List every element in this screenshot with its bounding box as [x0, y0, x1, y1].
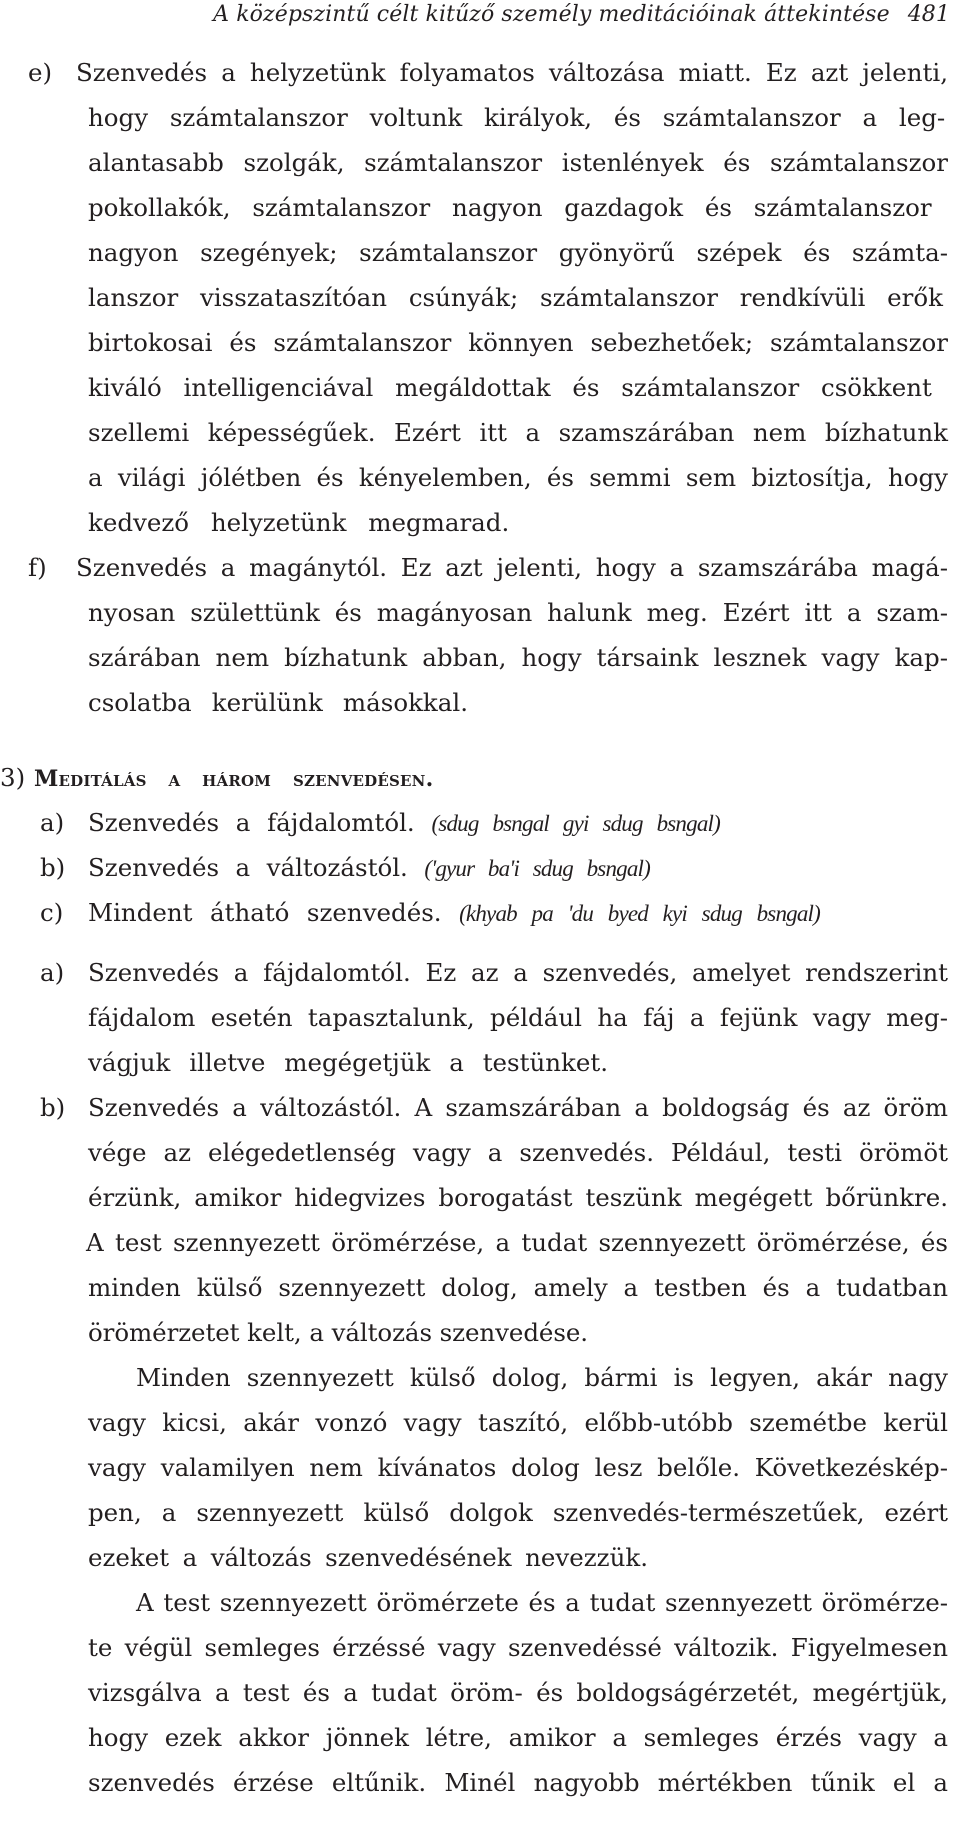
text-line	[88, 463, 948, 493]
line-text: lanszor visszataszítóan csúnyák; számtalanszor rendkívüli erők	[88, 283, 943, 312]
text-line	[88, 373, 932, 403]
text-line	[28, 553, 948, 583]
list-label: 3)	[0, 763, 26, 792]
running-header-title: A középszintű célt kitűző személy meditációinak áttekintése	[213, 2, 890, 27]
line-text: örömérzetet kelt, a változás szenvedése.	[88, 1318, 588, 1347]
line-text: Szenvedés a fájdalomtól.	[88, 808, 415, 837]
text-line	[88, 418, 948, 448]
line-text: A test szennyezett örömérzése, a tudat szennyezett örömérzése, és	[86, 1228, 948, 1257]
text-line	[88, 148, 948, 178]
text-line	[88, 328, 948, 358]
text-line	[40, 958, 948, 988]
line-text: hogy számtalanszor voltunk királyok, és számtalanszor a leg-	[88, 103, 946, 132]
text-line	[88, 1138, 948, 1168]
text-line	[40, 808, 720, 839]
line-text: érzünk, amikor hidegvizes borogatást teszünk megégett bőrünkre.	[88, 1183, 948, 1212]
text-line	[88, 1543, 648, 1573]
text-line	[88, 1408, 948, 1438]
line-text: Szenvedés a változástól. A szamszárában a boldogság és az öröm	[88, 1093, 948, 1122]
line-text: fájdalom esetén tapasztalunk, például ha fáj a fejünk vagy meg-	[88, 1003, 948, 1032]
tibetan-term: ('gyur ba'i sdug bsngal)	[424, 856, 650, 881]
text-line	[88, 283, 943, 313]
text-line	[88, 1048, 608, 1078]
text-line	[88, 1768, 948, 1798]
list-label: f)	[28, 553, 47, 582]
line-text: a világi jólétben és kényelemben, és semmi sem biztosítja, hogy	[88, 463, 948, 492]
text-line	[40, 853, 650, 884]
line-text: vágjuk illetve megégetjük a testünket.	[88, 1048, 608, 1077]
line-text: alantasabb szolgák, számtalanszor istenlények és számtalanszor	[88, 148, 948, 177]
tibetan-term: (khyab pa 'du byed kyi sdug bsngal)	[459, 901, 820, 926]
line-text: vége az elégedetlenség vagy a szenvedés. Például, testi örömöt	[88, 1138, 948, 1167]
text-line	[88, 1498, 948, 1528]
text-line	[136, 1363, 948, 1393]
line-text: te végül semleges érzéssé vagy szenvedéssé változik. Figyelmesen	[88, 1633, 948, 1662]
text-line	[88, 103, 945, 133]
text-line	[88, 688, 468, 718]
line-text: kedvező helyzetünk megmarad.	[88, 508, 510, 537]
text-line	[88, 1453, 948, 1483]
tibetan-term: (sdug bsngal gyi sdug bsngal)	[431, 811, 720, 836]
line-text: vagy valamilyen nem kívánatos dolog lesz belőle. Következéskép-	[88, 1453, 948, 1482]
line-text: kiváló intelligenciával megáldottak és számtalanszor csökkent	[88, 373, 932, 402]
line-text: nagyon szegények; számtalanszor gyönyörű szépek és számta-	[88, 238, 948, 267]
line-text: Minden szennyezett külső dolog, bármi is legyen, akár nagy	[136, 1363, 948, 1392]
list-label: b)	[40, 1093, 66, 1122]
line-text: nyosan születtünk és magányosan halunk meg. Ezért itt a szam-	[88, 598, 948, 627]
text-line	[88, 508, 509, 538]
running-header	[213, 2, 950, 27]
text-line	[88, 1678, 948, 1708]
list-label: e)	[28, 58, 53, 87]
line-text: Szenvedés a helyzetünk folyamatos változása miatt. Ez azt jelenti,	[76, 58, 948, 87]
list-label: c)	[40, 898, 64, 927]
text-line	[88, 238, 948, 268]
line-text: Szenvedés a fájdalomtól. Ez az a szenvedés, amelyet rendszerint	[88, 958, 948, 987]
text-line	[88, 1723, 948, 1753]
list-label: a)	[40, 808, 65, 837]
line-text: pen, a szennyezett külső dolgok szenvedés-természetűek, ezért	[88, 1498, 948, 1527]
line-text: minden külső szennyezett dolog, amely a testben és a tudatban	[88, 1273, 948, 1302]
text-line	[88, 193, 932, 223]
text-line	[88, 1633, 948, 1663]
text-line	[88, 1183, 948, 1213]
text-line	[28, 58, 948, 88]
section-heading-line	[0, 763, 433, 794]
line-text: vizsgálva a test és a tudat öröm- és boldogságérzetét, megértjük,	[88, 1678, 948, 1707]
text-line	[88, 1318, 588, 1348]
text-line	[40, 1093, 948, 1123]
text-line	[40, 898, 820, 929]
line-text: szárában nem bízhatunk abban, hogy társaink lesznek vagy kap-	[88, 643, 948, 672]
list-label: b)	[40, 853, 66, 882]
text-line	[88, 598, 948, 628]
text-line	[136, 1588, 948, 1618]
text-line	[86, 1228, 948, 1258]
line-text: pokollakók, számtalanszor nagyon gazdagok és számtalanszor	[88, 193, 932, 222]
line-text: ezeket a változás szenvedésének nevezzük.	[88, 1543, 648, 1572]
list-label: a)	[40, 958, 65, 987]
text-line	[88, 1273, 948, 1303]
text-line	[88, 1003, 948, 1033]
text-line	[88, 643, 948, 673]
line-text: szenvedés érzése eltűnik. Minél nagyobb mértékben tűnik el a	[88, 1768, 948, 1797]
line-text: vagy kicsi, akár vonzó vagy taszító, előbb-utóbb szemétbe kerül	[88, 1408, 948, 1437]
line-text: Szenvedés a változástól.	[88, 853, 408, 882]
line-text: birtokosai és számtalanszor könnyen sebezhetőek; számtalanszor	[88, 328, 948, 357]
line-text: hogy ezek akkor jönnek létre, amikor a semleges érzés vagy a	[88, 1723, 948, 1752]
section-heading: Meditálás a három szenvedésen.	[34, 766, 434, 792]
page-number: 481	[907, 2, 950, 27]
line-text: szellemi képességűek. Ezért itt a szamszárában nem bízhatunk	[88, 418, 948, 447]
line-text: Mindent átható szenvedés.	[88, 898, 442, 927]
line-text: Szenvedés a magánytól. Ez azt jelenti, hogy a szamszárába magá-	[76, 553, 948, 582]
line-text: A test szennyezett örömérzete és a tudat szennyezett örömérze-	[136, 1588, 948, 1617]
line-text: csolatba kerülünk másokkal.	[88, 688, 468, 717]
